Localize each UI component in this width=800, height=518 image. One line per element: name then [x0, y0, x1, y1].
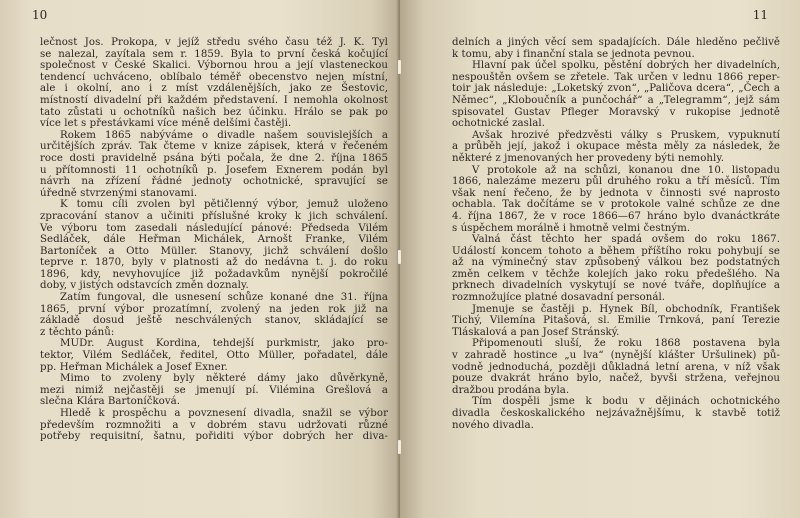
text-line: Připomenouti sluší, že roku 1868 postavena byla	[472, 338, 780, 350]
text-line: až na výminečný stav způsobený válkou bez podstatných	[452, 257, 780, 269]
page-number-right: 11	[752, 8, 768, 22]
text-line: návrh na zřízení řádné jednoty ochotnické, spravující se	[40, 176, 388, 188]
text-line: změn celkem v těchže kolejích jako roku předešlého. Na	[452, 268, 780, 280]
text-line: Hlavní pak účel spolku, pěstění dobrých her divadelních,	[472, 60, 780, 72]
text-line: prknech divadelních vyskytují se nové tváře, doplňujíce a	[452, 280, 780, 292]
text-line: Bartoníček a Otto Müller. Stanovy, jichž schválení došlo	[40, 245, 388, 257]
text-line: určitějších zpráv. Tak čteme v knize zápisek, která v řečeném	[40, 141, 388, 153]
text-line: z těchto pánů:	[40, 326, 115, 338]
text-line: zpracování stanov a učiniti příslušné kroky k jich schválení.	[40, 210, 388, 222]
text-line: Mimo to zvoleny byly některé dámy jako důvěrkyně,	[60, 373, 388, 385]
text-line: společnost v České Skalici. Výbornou hrou a její vlasteneckou	[40, 60, 388, 72]
text-line: vodně jednoduchá, později důkladná letní arena, v níž však	[452, 361, 780, 373]
text-line: spisovatel Gustav Pfleger Moravský v rukopise jednotě	[452, 106, 780, 118]
text-line: se nalezal, zavítala sem r. 1859. Byla to první česká kočující	[40, 48, 388, 60]
text-line: tektor, Vilém Sedláček, ředitel, Otto Müller, pořadatel, dále	[40, 350, 388, 362]
right-page	[400, 0, 800, 518]
text-line: dražbou prodána byla.	[452, 384, 570, 396]
text-line: rozmnožujíce platné dosavadní personál.	[452, 292, 666, 304]
text-line: Sedláček, dále Heřman Michálek, Arnošt Franke, Vilém	[40, 234, 388, 246]
text-line: Valná část těchto her spadá ovšem do roku 1867.	[472, 234, 780, 246]
text-line: 4. října 1867, že v roce 1866—67 hráno bylo dvanáctkráte	[452, 210, 780, 222]
text-line: však není řečeno, že by jednota v činnosti své naprosto	[452, 187, 780, 199]
binding-stitch	[398, 440, 401, 454]
text-line: ochabla. Tak dočítáme se v protokole valné schůze ze dne	[452, 199, 780, 211]
text-line: místností divadelní při každém představení. I nemohla okolnost	[40, 94, 388, 106]
text-line: Avšak hrozivé předzvěsti války s Pruskem, vypuknutí	[472, 129, 780, 141]
text-line: Tichý, Vilemína Pitašová, sl. Emilie Trnková, paní Terezie	[452, 315, 780, 327]
text-line: některé z jmenovaných her provedeny býti nemohly.	[452, 152, 725, 164]
text-line: Ve výboru tom zasedali následující pánové: Předseda Vilém	[40, 222, 388, 234]
text-line: více let s přestávkami více méně delšími častěji.	[40, 118, 292, 130]
text-line: Rokem 1865 nabýváme o divadle našem souvislejších a	[60, 129, 388, 141]
left-page-text	[40, 37, 388, 443]
text-line: pouze dvakrát hráno bylo, načež, byvši stržena, veřejnou	[452, 373, 780, 385]
text-line: nového divadla.	[452, 419, 534, 431]
binding-stitch	[398, 60, 401, 74]
text-line: teprve r. 1870, byly v platnosti až do nedávna t. j. do roku	[40, 257, 388, 269]
text-line: ochotnické zaslal.	[452, 118, 545, 130]
text-line: k tomu, aby i finanční stala se jednota pevnou.	[452, 48, 695, 60]
text-line: ale i okolní, ano i z míst vzdálenějších, jako ze Šestovic,	[40, 83, 388, 95]
text-line: 1865, první výbor prozatímní, zvolený na jeden rok již na	[40, 303, 388, 315]
text-line: Zatím fungoval, dle usnesení schůze konané dne 31. října	[60, 292, 388, 304]
text-line: V protokole až na schůzi, konanou dne 10. listopadu	[472, 164, 780, 176]
text-line: roce dosti pravidelně psána býti počala, že dne 2. října 1865	[40, 152, 388, 164]
text-line: úředně stvrzenými stanovami.	[40, 187, 198, 199]
text-line: v zahradě hostince „u lva“ (nynější klášter Uršulinek) pů-	[452, 350, 780, 362]
text-line: divadla českoskalického nejzávažnějšímu, k stavbě totiž	[452, 408, 780, 419]
text-line: potřeby requisitní, šatnu, pořiditi výbor dobrých her diva-	[40, 431, 388, 443]
text-line: tendencí uchváceno, oblíbalo téměř obecenstvo nejen místní,	[40, 71, 388, 83]
text-line: s úspěchem morálně i hmotně velmi čestným.	[452, 222, 691, 234]
text-line: tato zůstati u ochotníků našich bez účinku. Hrálo se pak po	[40, 106, 388, 118]
text-line: Tím dospěli jsme k bodu v dějinách ochotnického	[472, 396, 780, 408]
text-line: Jmenuje se častěji p. Hynek Bíl, obchodník, František	[472, 303, 780, 315]
text-line: Událostí koncem tohoto a během příštího roku pohybují se	[452, 245, 780, 257]
text-line: 1866, nalezáme mezeru půl druhého roku a tří měsíců. Tím	[452, 176, 780, 188]
text-line: nespouštěn ovšem se zřetele. Tak určen v lednu 1866 reper-	[452, 71, 780, 83]
text-line: MUDr. August Kordina, tehdejší purkmistr, jako pro-	[60, 338, 388, 350]
text-line: slečna Klára Bartoníčková.	[40, 396, 181, 408]
text-line: mezi nimiž nejčastěji se jmenují pí. Vilémina Grešlová a	[40, 384, 388, 396]
text-line: doby, v jistých odstavcích změn doznaly.	[40, 280, 249, 292]
binding-stitch	[398, 250, 401, 264]
text-line: základě dosud ještě neschválených stanov, skládající se	[40, 315, 388, 327]
text-line: a průběh její, jakož i okupace města měly za následek, že	[452, 141, 780, 153]
text-line: toir jak následuje: „Loketský zvon“, „Paličova dcera“, „Čech a	[452, 83, 780, 95]
text-line: především rozmnožiti a v dobrém stavu udržovati různé	[40, 419, 388, 431]
text-line: delních a jiných věcí sem spadajících. Dále hleděno pečlivě	[452, 37, 780, 48]
text-line: Němec“, „Kloboučník a punčochář“ a „Telegramm“, jejž sám	[452, 94, 780, 106]
text-line: u přítomnosti 11 ochotníků p. Josefem Exnerem podán byl	[40, 164, 388, 176]
text-line: Hledě k prospěchu a povznesení divadla, snažil se výbor	[60, 408, 388, 419]
page-number-left: 10	[32, 8, 48, 22]
text-line: Tláskalová a pan Josef Stránský.	[452, 326, 620, 338]
text-line: 1896, kdy, nevyhovujíce již požadavkům nynější pokročilé	[40, 268, 388, 280]
text-line: K tomu cíli zvolen byl pětičlenný výbor, jemuž uloženo	[60, 199, 388, 211]
right-page-text	[452, 37, 780, 431]
text-line: lečnost Jos. Prokopa, v jejíž středu svého času též J. K. Tyl	[40, 37, 388, 48]
text-line: pp. Heřman Michálek a Josef Exner.	[40, 361, 228, 373]
